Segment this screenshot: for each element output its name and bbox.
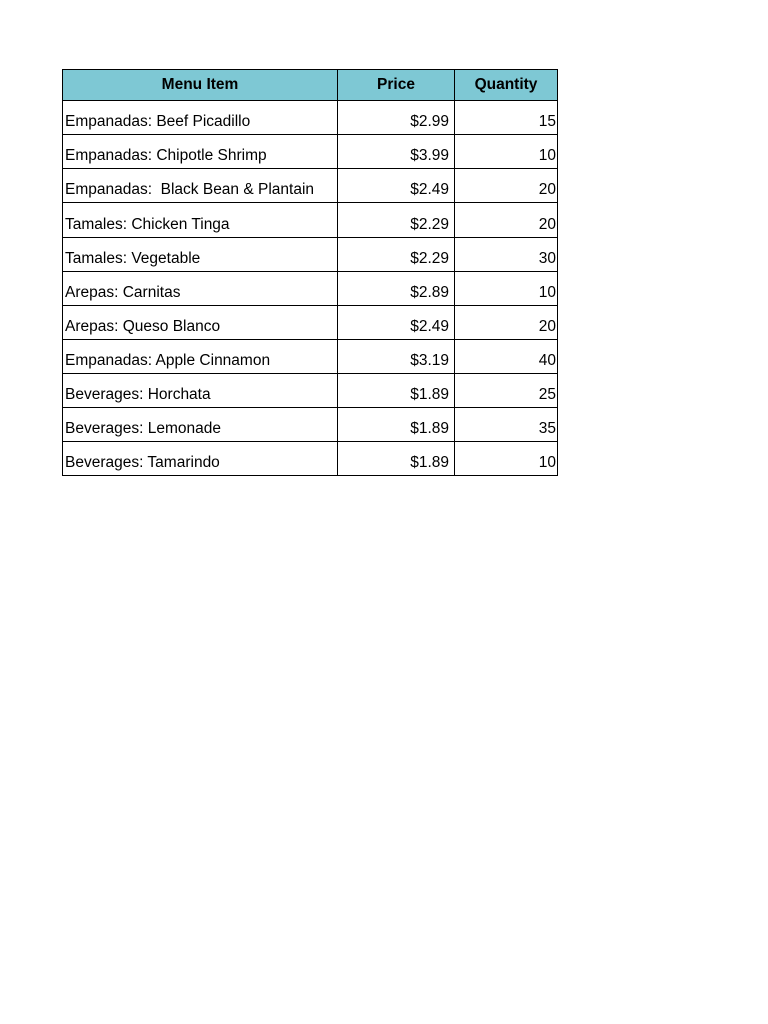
quantity-cell: 20 xyxy=(455,203,558,238)
quantity-cell: 10 xyxy=(455,442,558,476)
quantity-cell: 30 xyxy=(455,238,558,272)
table-row xyxy=(63,238,558,272)
menu-item-cell: Tamales: Chicken Tinga xyxy=(63,203,338,238)
table-row xyxy=(63,340,558,374)
menu-item-cell: Beverages: Horchata xyxy=(63,374,338,408)
price-cell: $3.99 xyxy=(338,135,455,169)
price-cell: $1.89 xyxy=(338,442,455,476)
table-row xyxy=(63,169,558,203)
price-cell: $2.29 xyxy=(338,203,455,238)
table-row xyxy=(63,442,558,476)
price-cell: $2.99 xyxy=(338,101,455,135)
quantity-cell: 20 xyxy=(455,169,558,203)
menu-item-cell: Beverages: Lemonade xyxy=(63,408,338,442)
menu-item-cell: Empanadas: Apple Cinnamon xyxy=(63,340,338,374)
table-row xyxy=(63,101,558,135)
quantity-cell: 15 xyxy=(455,101,558,135)
quantity-cell: 10 xyxy=(455,135,558,169)
table-row xyxy=(63,374,558,408)
quantity-cell: 10 xyxy=(455,272,558,306)
table-row xyxy=(63,272,558,306)
quantity-cell: 25 xyxy=(455,374,558,408)
table-row xyxy=(63,408,558,442)
price-cell: $2.49 xyxy=(338,169,455,203)
price-cell: $1.89 xyxy=(338,408,455,442)
menu-item-cell: Tamales: Vegetable xyxy=(63,238,338,272)
menu-table xyxy=(62,69,558,476)
menu-item-cell: Empanadas: Chipotle Shrimp xyxy=(63,135,338,169)
menu-item-cell: Empanadas: Beef Picadillo xyxy=(63,101,338,135)
menu-item-cell: Arepas: Carnitas xyxy=(63,272,338,306)
price-cell: $2.49 xyxy=(338,306,455,340)
price-cell: $3.19 xyxy=(338,340,455,374)
price-cell: $1.89 xyxy=(338,374,455,408)
price-cell: $2.89 xyxy=(338,272,455,306)
quantity-cell: 35 xyxy=(455,408,558,442)
header-row xyxy=(63,70,558,101)
menu-item-cell: Empanadas: Black Bean & Plantain xyxy=(63,169,338,203)
header-price: Price xyxy=(338,70,455,101)
quantity-cell: 40 xyxy=(455,340,558,374)
header-quantity: Quantity xyxy=(455,70,558,101)
quantity-cell: 20 xyxy=(455,306,558,340)
table-row xyxy=(63,306,558,340)
table-row xyxy=(63,135,558,169)
menu-item-cell: Beverages: Tamarindo xyxy=(63,442,338,476)
table-row xyxy=(63,203,558,238)
price-cell: $2.29 xyxy=(338,238,455,272)
menu-item-cell: Arepas: Queso Blanco xyxy=(63,306,338,340)
header-menu-item: Menu Item xyxy=(63,70,338,101)
